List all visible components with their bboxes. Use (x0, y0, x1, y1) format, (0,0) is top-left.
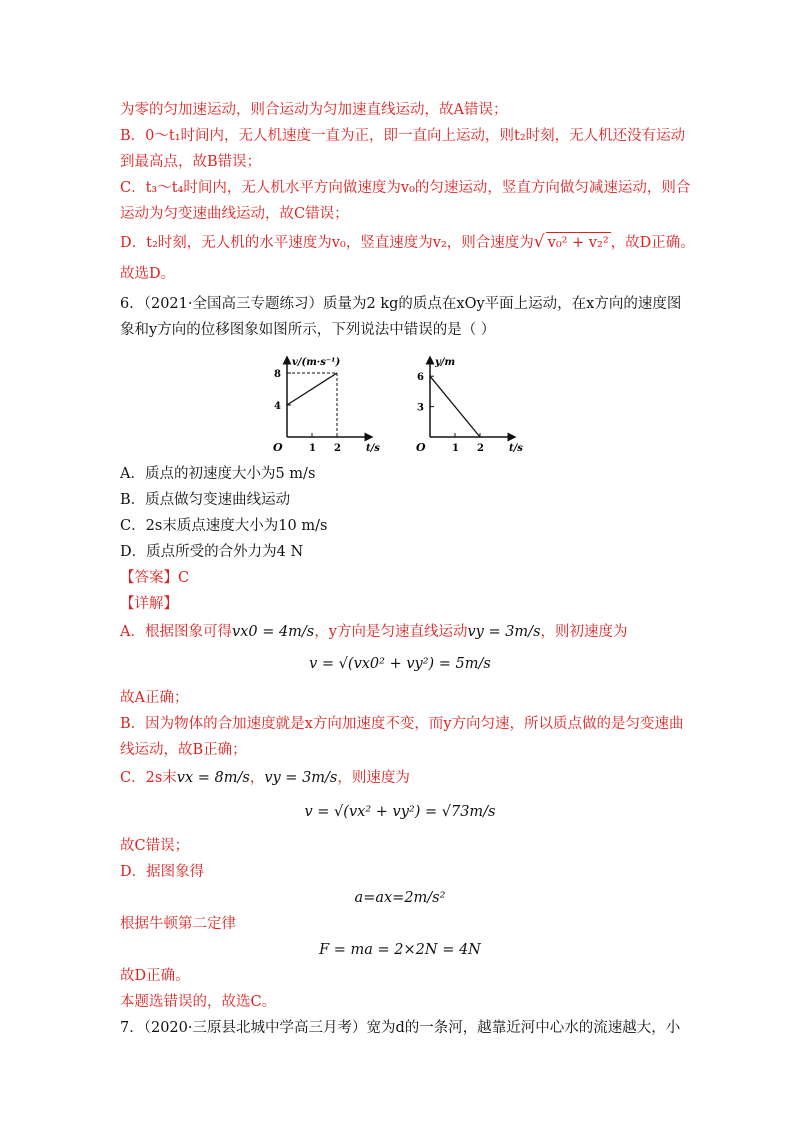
x-axis-label: t/s (509, 443, 523, 454)
q6-stem-line1: 6．（2021·全国高三专题练习）质量为2 kg的质点在xOy平面上运动，在x方向的速度图 (120, 296, 682, 312)
q6-stem-line2: 象和y方向的位移图象如图所示，下列说法中错误的是（ ） (120, 322, 496, 338)
y-axis-label: y/m (435, 357, 456, 368)
sol-d-equation1: a=ax=2m/s² (354, 890, 446, 906)
q5-choice: 故选D。 (120, 266, 176, 282)
q5-option-c-line2: 运动为匀变速曲线运动，故C错误； (120, 206, 349, 222)
y-axis-label: v/(m·s⁻¹) (292, 357, 341, 368)
sol-d-equation2: F = ma = 2×2N = 4N (319, 942, 481, 958)
x-tick-label: 2 (477, 443, 484, 454)
q6-figure (265, 345, 535, 460)
sol-a-mid: ，y方向是匀速直线运动 (314, 624, 468, 640)
origin-label: O (416, 441, 426, 454)
q5-option-d (120, 232, 695, 253)
q5-option-b-line2: 到最高点，故B错误； (120, 154, 262, 170)
sol-d-conclusion: 故D正确。 (120, 968, 190, 984)
sol-a-vx0: vx0 = 4m/s (231, 624, 315, 640)
sol-a-line (120, 622, 680, 642)
x-tick-label: 2 (334, 443, 341, 454)
final-choice: 本题选错误的，故选C。 (120, 994, 277, 1010)
sol-b-line2: 线运动，故B正确； (120, 742, 247, 758)
sol-c-pre: C．2s末 (120, 770, 177, 786)
data-line (430, 376, 480, 437)
sol-c-vy: vy = 3m/s (264, 770, 338, 786)
y-tick-label: 3 (417, 402, 424, 414)
sol-a-pre: A．根据图象可得 (120, 624, 232, 640)
q5-d-conclusion: ，故D正确。 (610, 235, 695, 251)
q5-option-b-line1: B．0～t₁时间内，无人机速度一直为正，即一直向上运动，则t₂时刻，无人机还没有运动 (120, 128, 686, 144)
sol-a-equation: v = √(vx0² + vy²) = 5m/s (309, 656, 491, 672)
q5-option-c-line1: C．t₃～t₄时间内，无人机水平方向做速度为v₀的匀速运动，竖直方向做匀减速运动，则合 (120, 180, 691, 196)
displacement-chart (416, 357, 523, 454)
y-tick-label: 6 (417, 372, 424, 384)
sol-c-sep: ， (249, 770, 265, 786)
origin-label: O (273, 441, 283, 454)
sol-a-conclusion: 故A正确； (120, 690, 189, 706)
sol-b-line1: B．因为物体的合加速度就是x方向加速度不变，而y方向匀速，所以质点做的是匀变速曲 (120, 716, 684, 732)
sol-c-line (120, 768, 680, 788)
y-tick-label: 8 (274, 369, 281, 380)
x-tick-label: 1 (452, 443, 459, 454)
answer-label: 【答案】C (120, 570, 190, 586)
sol-a-vy: vy = 3m/s (467, 624, 541, 640)
q7-stem-line1: 7．（2020·三原县北城中学高三月考）宽为d的一条河，越靠近河中心水的流速越大，小 (120, 1020, 681, 1036)
sol-d-newton: 根据牛顿第二定律 (120, 916, 236, 932)
sol-c-post: ，则速度为 (337, 770, 410, 786)
x-tick-label: 1 (309, 443, 316, 454)
sol-c-vx: vx = 8m/s (176, 770, 250, 786)
q6-option-c: C．2s末质点速度大小为10 m/s (120, 518, 328, 534)
x-axis-label: t/s (366, 443, 380, 454)
sqrt-symbol: √ (533, 232, 545, 252)
sol-d-pre: D．据图象得 (120, 864, 205, 880)
y-tick-label: 4 (274, 401, 281, 412)
q5-d-formula: v₀² + v₂² (546, 232, 611, 253)
sol-c-conclusion: 故C错误； (120, 838, 190, 854)
data-line (287, 373, 337, 405)
q5-option-a-tail: 为零的匀加速运动，则合运动为匀加速直线运动，故A错误； (120, 102, 508, 118)
sol-c-equation: v = √(vx² + vy²) = √73m/s (304, 804, 496, 820)
q6-option-d: D．质点所受的合外力为4 N (120, 544, 304, 560)
q6-option-a: A．质点的初速度大小为5 m/s (120, 466, 316, 482)
q6-option-b: B．质点做匀变速曲线运动 (120, 492, 291, 508)
velocity-chart (273, 357, 380, 454)
sol-a-post: ，则初速度为 (540, 624, 628, 640)
detail-label: 【详解】 (120, 596, 178, 612)
q5-d-text: D．t₂时刻，无人机的水平速度为v₀，竖直速度为v₂，则合速度为 (120, 235, 534, 251)
